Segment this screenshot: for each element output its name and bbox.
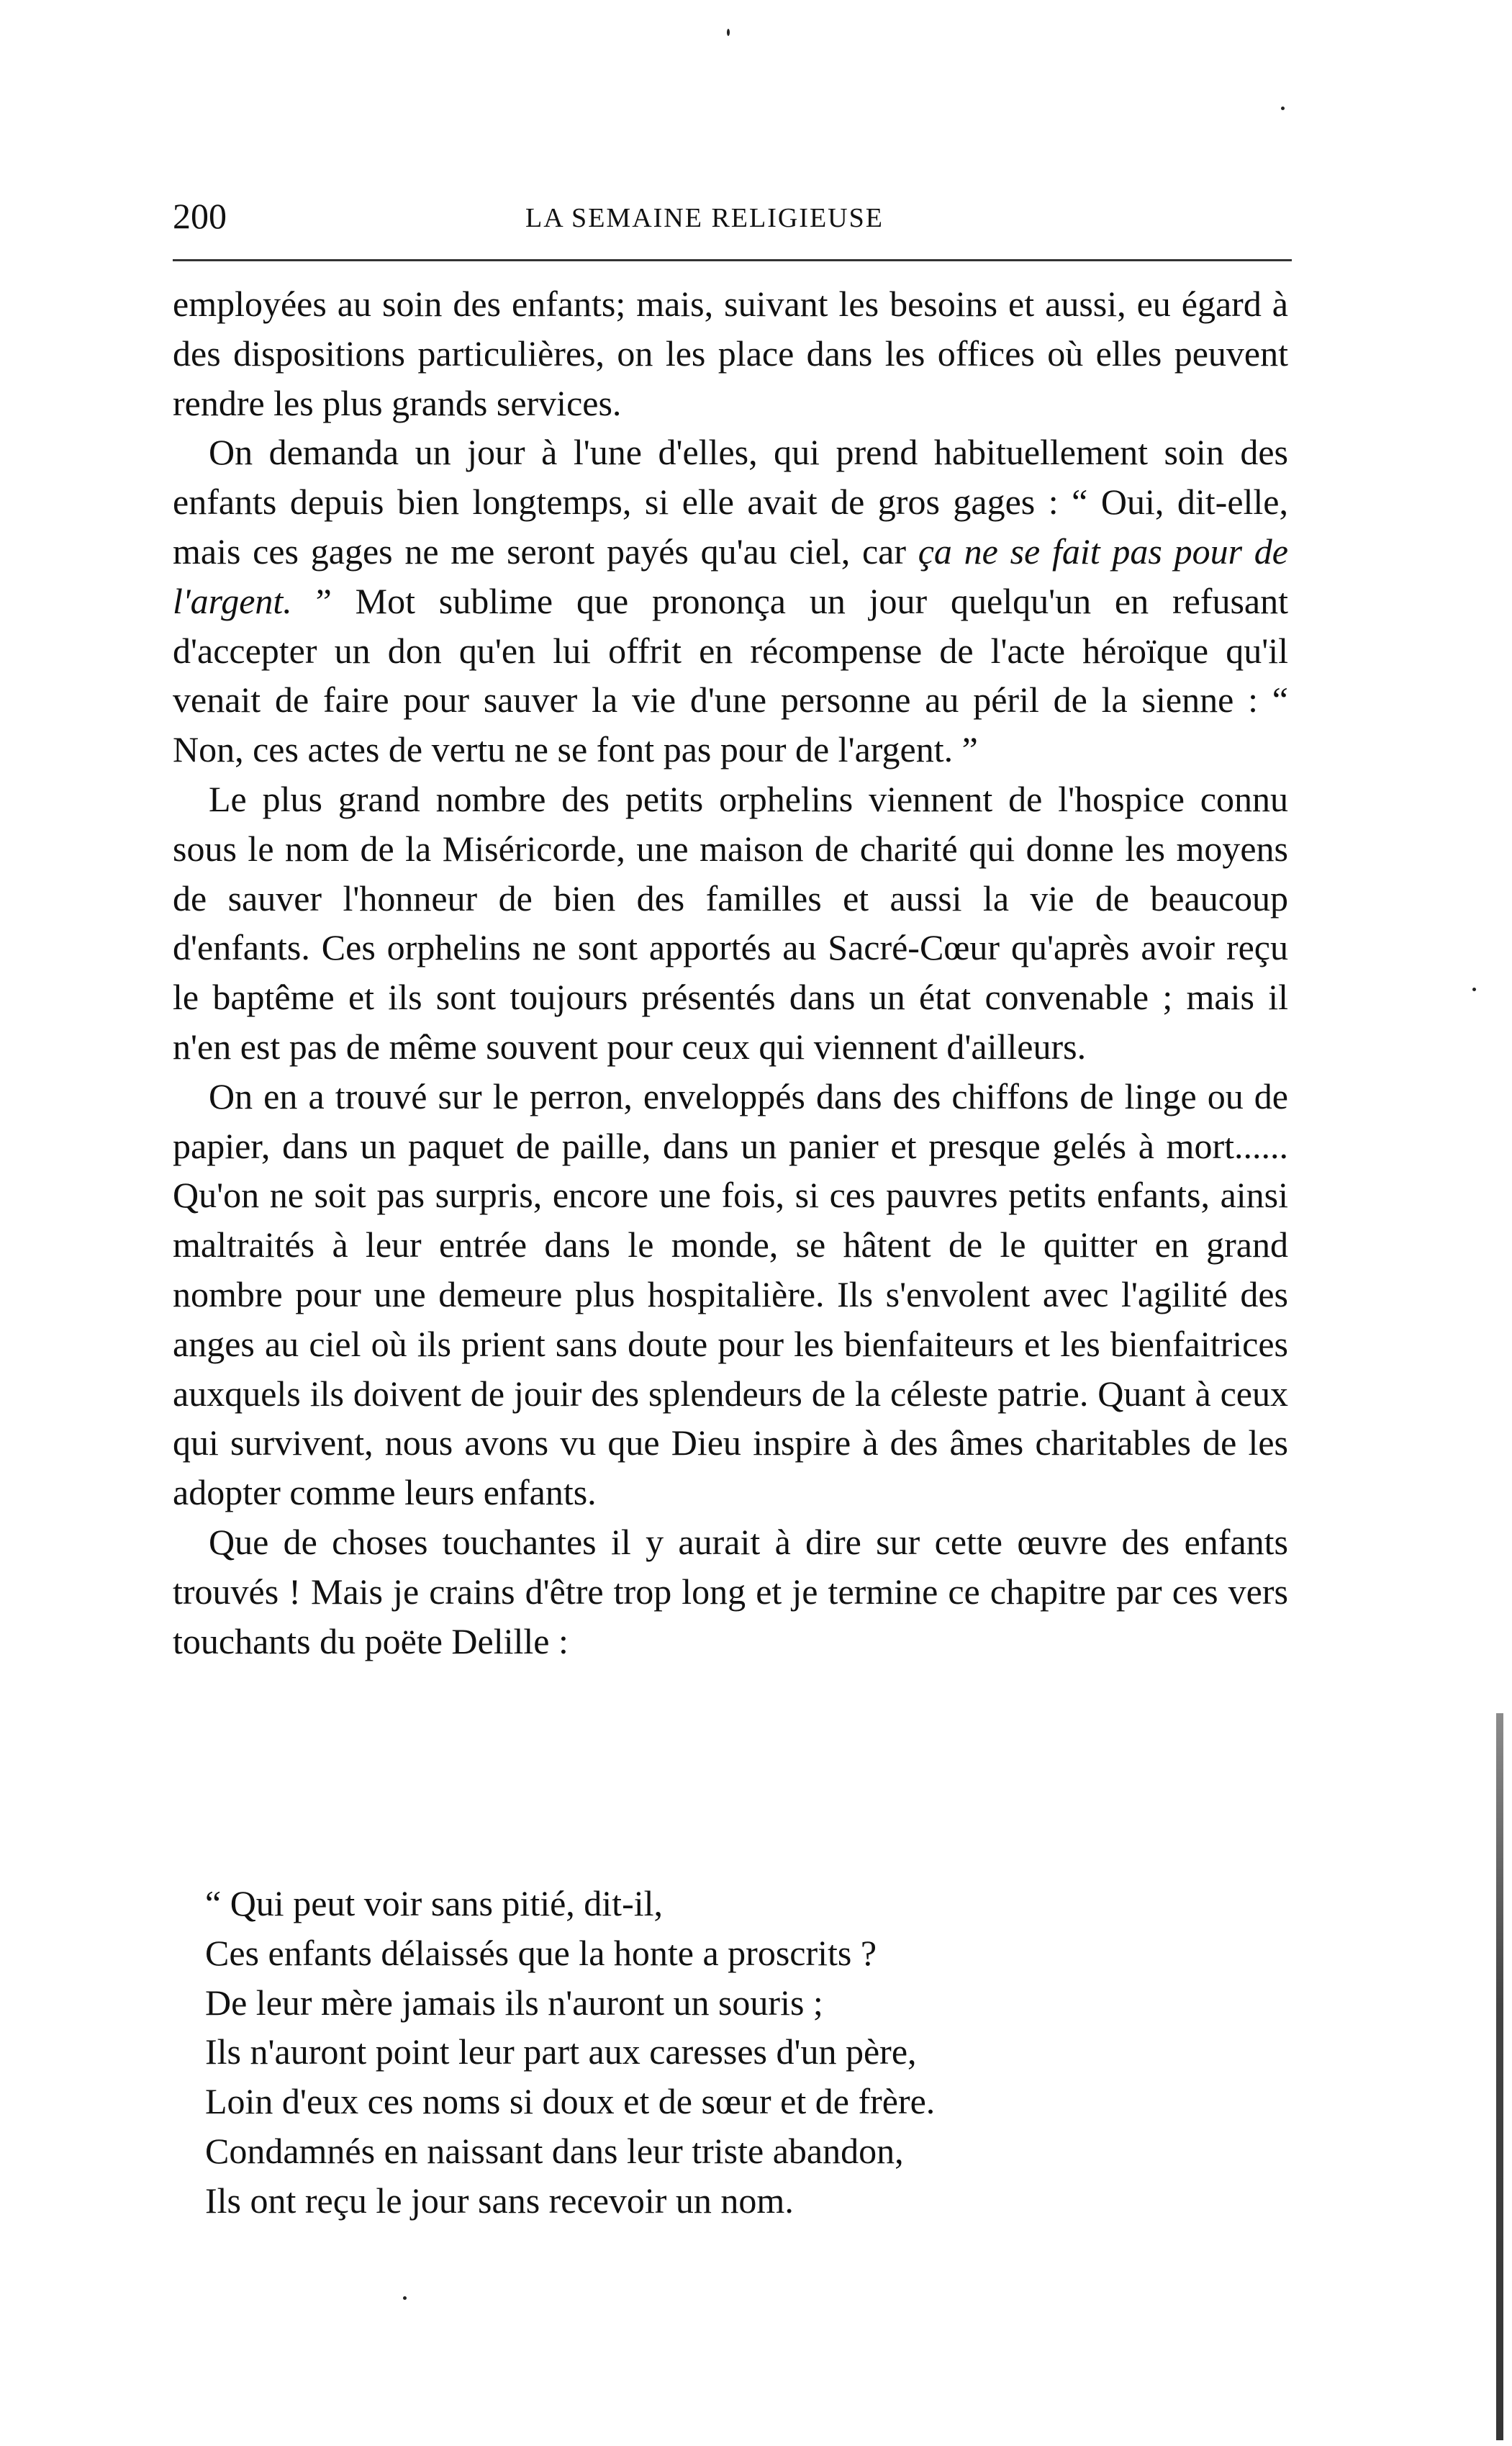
paragraph-text: On demanda un jour à l'une d'elles, qui prend habituellement soin des enfants depuis bien longtemps, si elle avait de gros gages : “ Oui, dit-elle, mais ces gages ne me seront payés qu'au ciel, car <box>173 432 1288 572</box>
verse-line: Loin d'eux ces noms si doux et de sœur et de frère. <box>205 2081 936 2122</box>
body-text <box>173 279 1288 1666</box>
scan-speck <box>727 29 730 36</box>
italic-text: ça ne se fait pas pour de l'argent. <box>173 531 1288 621</box>
verse-line: De leur mère jamais ils n'auront un souris ; <box>205 1982 823 2023</box>
paragraph <box>173 279 1288 428</box>
page-header <box>173 194 1295 252</box>
verse-line: Ces enfants délaissés que la honte a proscrits ? <box>205 1932 877 1973</box>
verse-line: Ils n'auront point leur part aux caresses d'un père, <box>205 2031 917 2072</box>
scan-edge-mark <box>1496 1713 1503 2440</box>
running-title: LA SEMAINE RELIGIEUSE <box>525 203 884 233</box>
paragraph <box>173 428 1288 775</box>
paragraph-text: Que de choses touchantes il y aurait à dire sur cette œuvre des enfants trouvés ! Mais je crains d'être trop long et je termine ce chapitre par ces vers touchants du poëte Delille : <box>173 1521 1288 1661</box>
paragraph <box>173 1517 1288 1666</box>
paragraph-text: employées au soin des enfants; mais, suivant les besoins et aussi, eu égard à des dispositions particulières, on les place dans les offices où elles peuvent rendre les plus grands services. <box>173 284 1288 423</box>
verse-line: Ils ont reçu le jour sans recevoir un nom. <box>205 2180 794 2221</box>
verse-line: “ Qui peut voir sans pitié, dit-il, <box>205 1883 664 1923</box>
paragraph <box>173 775 1288 1072</box>
paragraph-text: Le plus grand nombre des petits orphelins viennent de l'hospice connu sous le nom de la Miséricorde, une maison de charité qui donne les moyens de sauver l'honneur de bien des familles et aussi la vie de beaucoup d'enfants. Ces orphelins ne sont apportés au Sacré-Cœur qu'après avoir reçu le baptême et ils sont toujours présentés dans un état convenable ; mais il n'en est pas de même souvent pour ceux qui viennent d'ailleurs. <box>173 778 1288 1067</box>
page-number: 200 <box>173 196 227 236</box>
scan-speck <box>403 2296 407 2300</box>
paragraph <box>173 1072 1288 1517</box>
paragraph-text: ” Mot sublime que prononça un jour quelqu'un en refusant d'accepter un don qu'en lui offrit en récompense de l'acte héroïque qu'il venait de faire pour sauver la vie d'une personne au péril de la sienne : “ Non, ces actes de vertu ne se font pas pour de l'argent. ” <box>173 580 1288 770</box>
header-rule <box>173 259 1292 261</box>
scan-speck <box>1281 107 1285 110</box>
scan-speck <box>1472 988 1476 991</box>
verse-quotation <box>205 1879 1285 2226</box>
verse-line: Condamnés en naissant dans leur triste abandon, <box>205 2130 904 2171</box>
paragraph-text: On en a trouvé sur le perron, enveloppés dans des chiffons de linge ou de papier, dans un paquet de paille, dans un panier et presque gelés à mort...... Qu'on ne soit pas surpris, encore une fois, si ces pauvres petits enfants, ainsi maltraités à leur entrée dans le monde, se hâtent de le quitter en grand nombre pour une demeure plus hospitalière. Ils s'envolent avec l'agilité des anges au ciel où ils prient sans doute pour les bienfaiteurs et les bienfaitrices auxquels ils doivent de jouir des splendeurs de la céleste patrie. Quant à ceux qui survivent, nous avons vu que Dieu inspire à des âmes charitables de les adopter comme leurs enfants. <box>173 1075 1288 1513</box>
